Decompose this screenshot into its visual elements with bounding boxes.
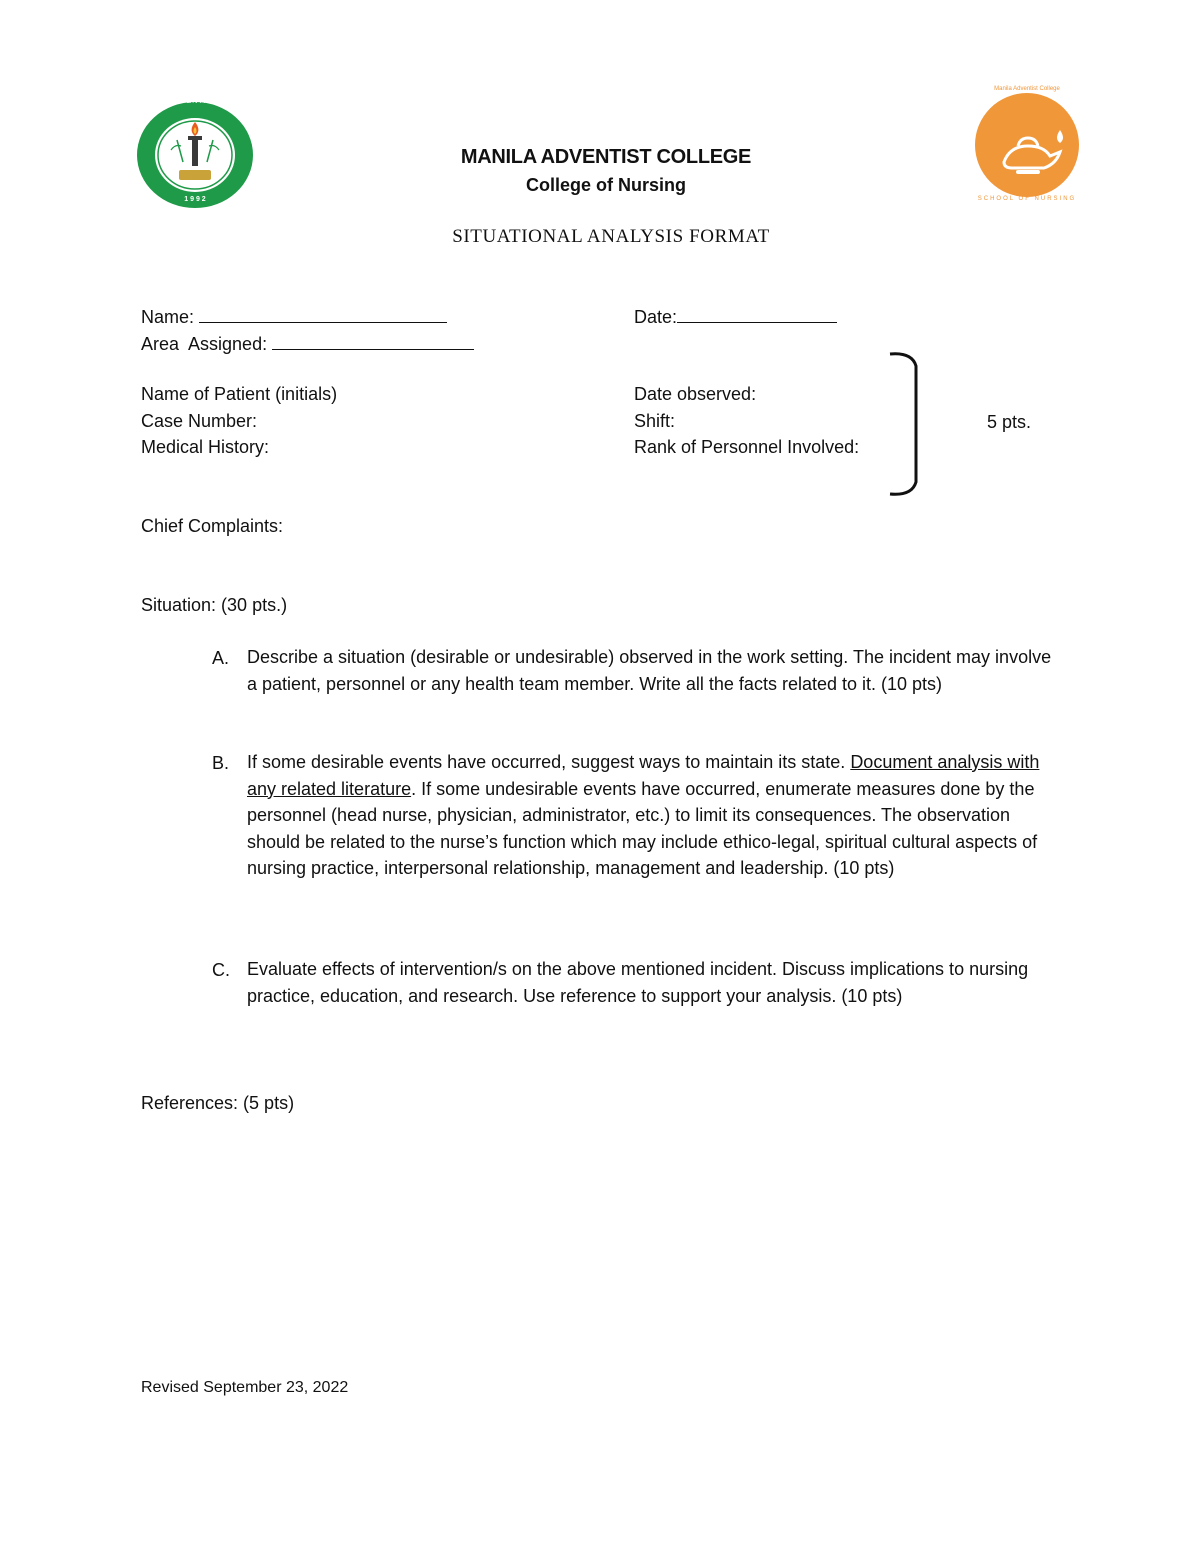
right-brace-icon [884,350,924,498]
item-b-letter: B. [212,753,230,773]
date-label: Date: [634,307,678,327]
logo-ring-text-bottom: SCHOOL OF NURSING [977,196,1077,202]
area-label: Area Assigned: [141,334,268,354]
seal-ring-text: MANILA ADVENTIST COLLEGE [135,98,261,105]
item-b-underlined: Document analysis with any related literature [247,752,1040,799]
department-name: College of Nursing [525,175,686,195]
item-a-text: Describe a situation (desirable or undesirable) observed in the work setting. The incident may involve a patient, personnel or any health team member. Write all the facts related to it. (10 pts) [247,647,1052,694]
area-blank-line[interactable] [272,332,474,350]
patient-initials-label: Name of Patient (initials) [141,384,338,404]
name-field[interactable] [141,305,447,327]
bracket-points: 5 pts. [987,412,1032,432]
date-observed-label: Date observed: [634,384,757,404]
rank-label: Rank of Personnel Involved: [634,437,860,457]
seal-year: 1 9 9 2 [184,196,206,203]
item-b-text-after: . If some undesirable events have occurred, enumerate measures done by the personnel (head nurse, physician, administrator, etc.) to limit its consequences. The observation should be related to the nurse’s function which may include ethico-legal, spiritual cultural aspects of nursing practice, interpersonal relationship, management and leadership. (10 pts) [247,778,1038,878]
case-number-label: Case Number: [141,411,258,431]
date-field[interactable] [634,305,837,327]
item-b-text-before: If some desirable events have occurred, suggest ways to maintain its state. [247,752,851,772]
situation-heading: Situation: (30 pts.) [141,595,288,615]
name-label: Name: [141,307,195,327]
item-a-letter: A. [212,648,230,668]
shift-label: Shift: [634,411,676,431]
references-label: References: (5 pts) [141,1093,295,1113]
revision-date: Revised September 23, 2022 [141,1379,349,1396]
item-c-text: Evaluate effects of intervention/s on the above mentioned incident. Discuss implications to nursing practice, education, and research. Use reference to support your analysis. (10 pts) [247,959,1029,1006]
college-name: MANILA ADVENTIST COLLEGE [460,146,752,168]
date-blank-line[interactable] [677,305,837,323]
form-title: SITUATIONAL ANALYSIS FORMAT [452,226,770,247]
logo-ring-text-top: Manila Adventist College [994,86,1060,92]
medical-history-label: Medical History: [141,437,270,457]
item-c-letter: C. [212,960,230,980]
item-b-text [247,749,1057,882]
area-field[interactable] [141,332,474,354]
chief-complaints-label: Chief Complaints: [141,516,284,536]
name-blank-line[interactable] [199,305,447,323]
